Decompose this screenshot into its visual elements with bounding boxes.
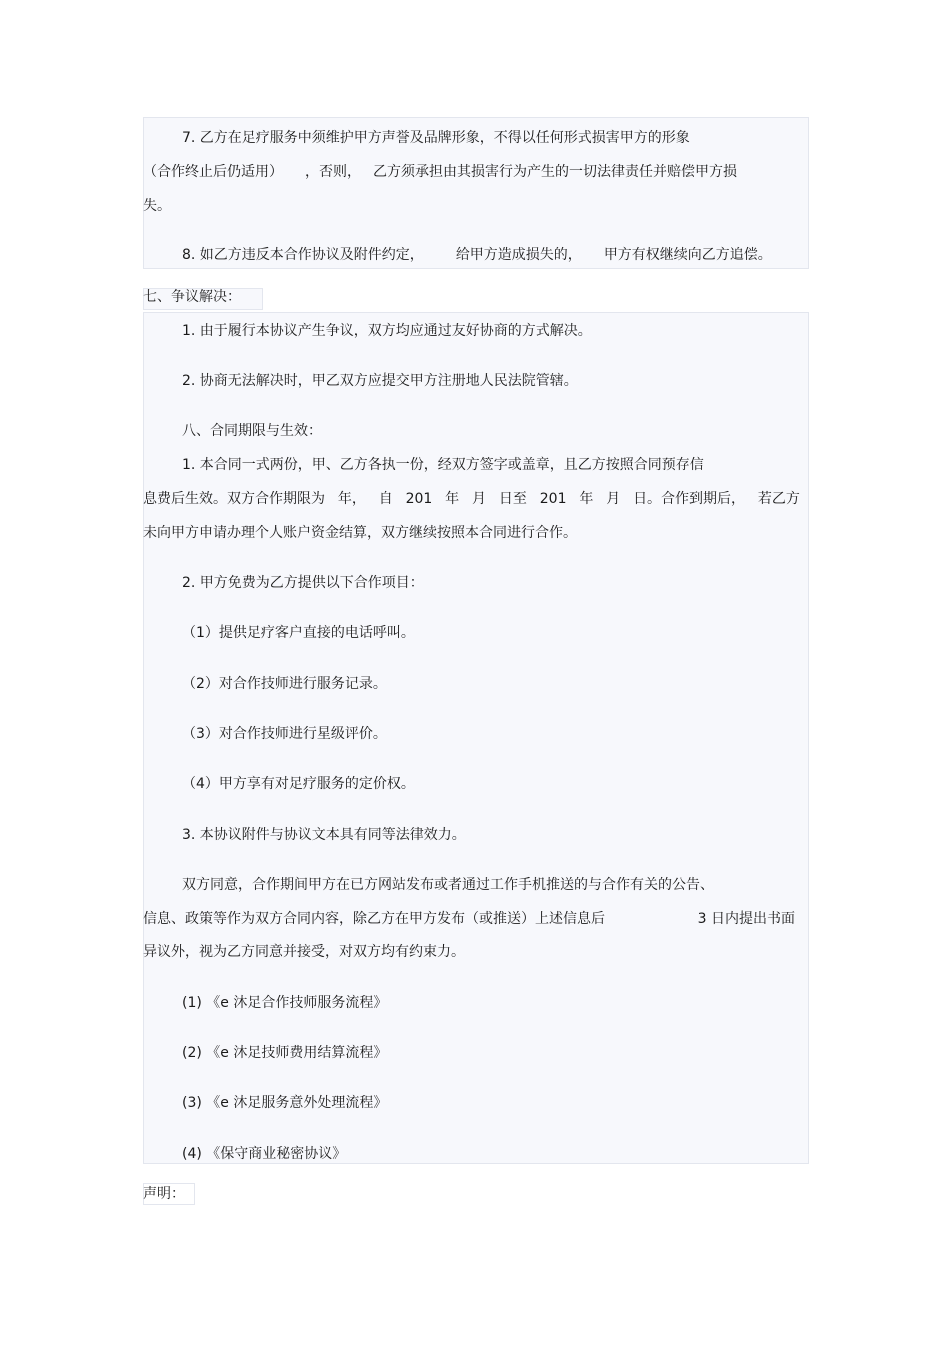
agreement-line2: [143, 909, 795, 929]
section8-item1-line3: 未向甲方申请办理个人账户资金结算，双方继续按照本合同进行合作。: [143, 525, 577, 541]
agreement-line2-part-b: 3 日内提出书面: [697, 911, 795, 927]
item7-line2-part-b: ，否则，: [305, 164, 361, 180]
section8-item2-sub4: （4）甲方享有对足疗服务的定价权。: [182, 776, 415, 792]
attachment-item: (3) 《e 沐足服务意外处理流程》: [182, 1095, 388, 1111]
term-text-5: 年: [445, 491, 460, 507]
attachment-item: (4) 《保守商业秘密协议》: [182, 1146, 347, 1162]
section8-item2-sub3: （3）对合作技师进行星级评价。: [182, 726, 387, 742]
item7-line1: 7. 乙方在足疗服务中须维护甲方声誉及品牌形象，不得以任何形式损害甲方的形象: [182, 130, 690, 146]
item7-line3: 失。: [143, 198, 171, 214]
attachment-item: (2) 《e 沐足技师费用结算流程》: [182, 1045, 388, 1061]
agreement-line2-part-a: 信息、政策等作为双方合同内容，除乙方在甲方发布（或推送）上述信息后: [143, 911, 605, 927]
term-text-9: 年: [579, 491, 594, 507]
term-text-3: 自: [378, 491, 393, 507]
item8-part-b: 给甲方造成损失的，: [455, 247, 582, 263]
section8-item3: 3. 本协议附件与协议文本具有同等法律效力。: [182, 827, 466, 843]
term-text-10: 月: [606, 491, 621, 507]
section8-item2-intro: 2. 甲方免费为乙方提供以下合作项目：: [182, 575, 424, 591]
section8-item2-sub2: （2）对合作技师进行服务记录。: [182, 676, 387, 692]
term-text-11: 日。合作到期后，: [633, 491, 746, 507]
section7-item1: 1. 由于履行本协议产生争议，双方均应通过友好协商的方式解决。: [182, 323, 592, 339]
section7-item2: 2. 协商无法解决时，甲乙双方应提交甲方注册地人民法院管辖。: [182, 373, 578, 389]
attachment-item: (1) 《e 沐足合作技师服务流程》: [182, 995, 388, 1011]
section8-item1-line2: [143, 489, 800, 509]
term-text-1: 息费后生效。双方合作期限为: [143, 491, 325, 507]
item7-line2-part-c: 乙方须承担由其损害行为产生的一切法律责任并赔偿甲方损: [373, 164, 737, 180]
section8-item2-sub1: （1）提供足疗客户直接的电话呼叫。: [182, 625, 415, 641]
term-text-2: 年，: [337, 491, 366, 507]
declaration-heading: 声明：: [143, 1186, 185, 1202]
agreement-line1: 双方同意，合作期间甲方在已方网站发布或者通过工作手机推送的与合作有关的公告、: [182, 877, 714, 893]
term-text-6: 月: [472, 491, 487, 507]
section7-heading: 七、争议解决：: [143, 289, 241, 305]
term-text-4: 201: [405, 491, 433, 507]
item8-part-a: 8. 如乙方违反本合作协议及附件约定，: [182, 247, 424, 263]
term-text-8: 201: [539, 491, 567, 507]
term-text-12: 若乙方: [757, 491, 800, 507]
term-text-7: 日至: [498, 491, 527, 507]
agreement-line3: 异议外，视为乙方同意并接受，对双方均有约束力。: [143, 944, 465, 960]
section8-heading: 八、合同期限与生效：: [182, 423, 322, 439]
section8-item1-line1: 1. 本合同一式两份，甲、乙方各执一份，经双方签字或盖章，且乙方按照合同预存信: [182, 457, 704, 473]
item7-line2-part-a: （合作终止后仍适用）: [143, 164, 283, 180]
item7-line2: [143, 162, 763, 182]
item8-part-c: 甲方有权继续向乙方追偿。: [603, 247, 772, 263]
item8-line: [182, 245, 772, 265]
